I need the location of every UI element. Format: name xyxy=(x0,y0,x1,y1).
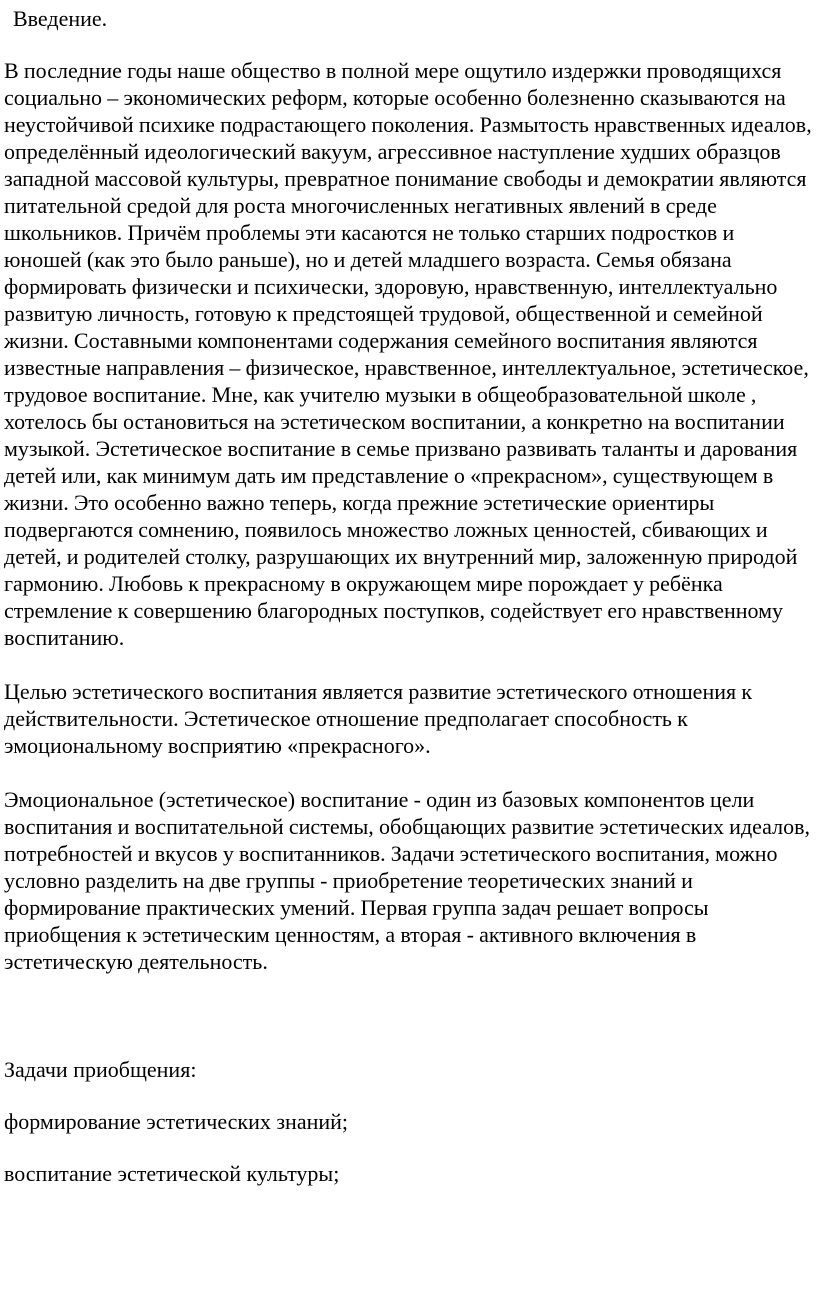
list-item: воспитание эстетической культуры; xyxy=(4,1161,340,1186)
paragraph-goal: Целью эстетического воспитания является развитие эстетического отношения к действительности. Эстетическое отношение предполагает способность к эмоциональному восприятию «прекрасного». xyxy=(4,679,753,758)
document-page xyxy=(4,0,814,1188)
list-item: формирование эстетических знаний; xyxy=(4,1109,349,1134)
paragraph-tasks: Эмоциональное (эстетическое) воспитание - один из базовых компонентов цели воспитания и воспитательной системы, обобщающих развитие эстетических идеалов, потребностей и вкусов у воспитанников. Задачи эстетического воспитания, можно условно разделить на две группы - приобретение теоретических знаний и формирование практических умений. Первая группа задач решает вопросы приобщения к эстетическим ценностям, а вторая - активного включения в эстетическую деятельность. xyxy=(4,787,810,974)
tasks-subheading: Задачи приобщения: xyxy=(4,1057,197,1082)
document-heading: Введение. xyxy=(13,6,108,31)
paragraph-introduction: В последние годы наше общество в полной мере ощутило издержки проводящихся социально – экономических реформ, которые особенно болезненно сказываются на неустойчивой психике подрастающего поколения. Размытость нравственных идеалов, определённый идеологический вакуум, агрессивное наступление худших образцов западной массовой культуры, превратное понимание свободы и демократии являются питательной средой для роста многочисленных негативных явлений в среде школьников. Причём проблемы эти касаются не только старших подростков и юношей (как это было раньше), но и детей младшего возраста. Семья обязана формировать физически и психически, здоровую, нравственную, интеллектуально развитую личность, готовую к предстоящей трудовой, общественной и семейной жизни. Составными компонентами содержания семейного воспитания являются известные направления – физическое, нравственное, интеллектуальное, эстетическое, трудовое воспитание. Мне, как учителю музыки в общеобразовательной школе , хотелось бы остановиться на эстетическом воспитании, а конкретно на воспитании музыкой. Эстетическое воспитание в семье призвано развивать таланты и дарования детей или, как минимум дать им представление о «прекрасном», существующем в жизни. Это особенно важно теперь, когда прежние эстетические ориентиры подвергаются сомнению, появилось множество ложных ценностей, сбивающих и детей, и родителей столку, разрушающих их внутренний мир, заложенную природой гармонию. Любовь к прекрасному в окружающем мире порождает у ребёнка стремление к совершению благородных поступков, содействует его нравственному воспитанию. xyxy=(4,58,812,650)
